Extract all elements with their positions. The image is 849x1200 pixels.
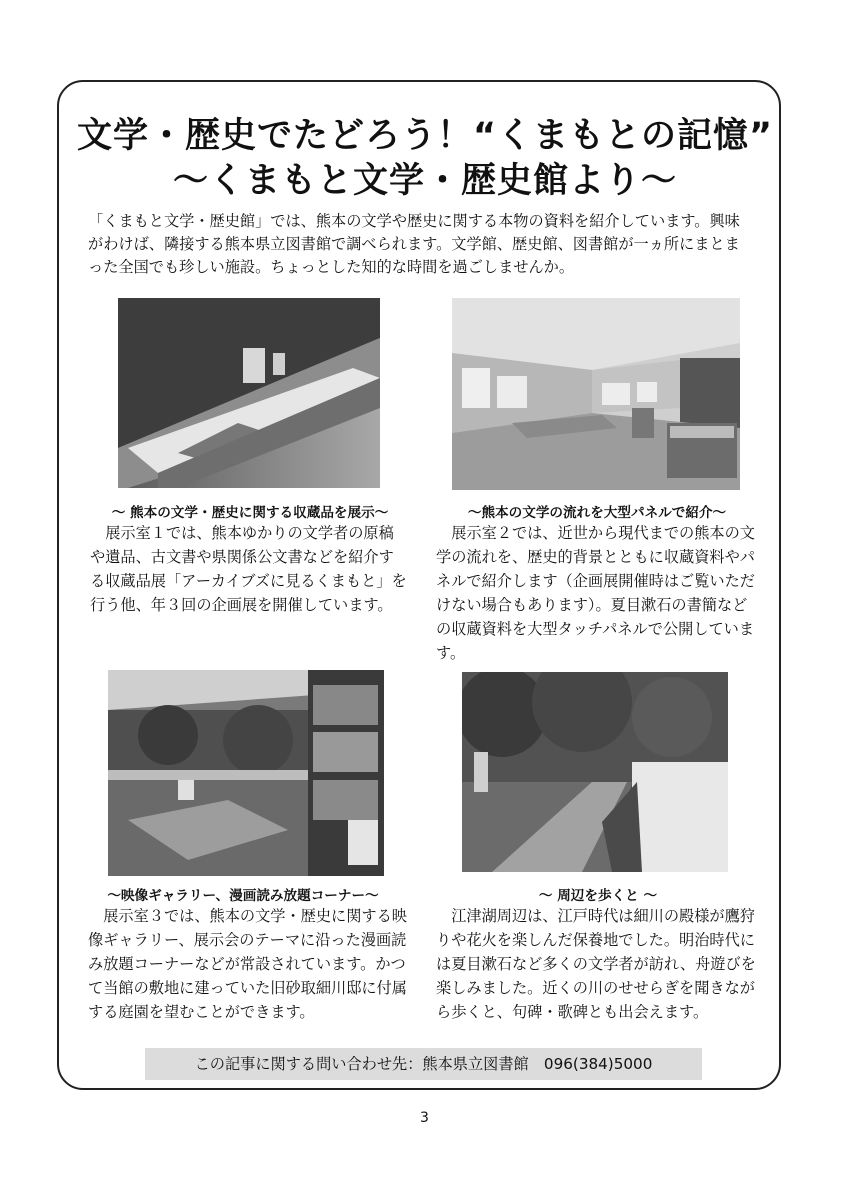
body-4: 江津湖周辺は、江戸時代は細川の殿様が鷹狩りや花火を楽しんだ保養地でした。明治時代には夏目漱石など多くの文学者が訪れ、舟遊びを楽しみました。近くの川のせせらぎを聞きながら歩くと、句碑・歌碑とも出会えます。 [436, 907, 756, 1021]
body-1: 展示室１では、熊本ゆかりの文学者の原稿や遺品、古文書や県関係公文書などを紹介する収蔵品展「アーカイブズに見るくまもと」を行う他、年３回の企画展を開催しています。 [90, 524, 407, 614]
caption-2: ～熊本の文学の流れを大型パネルで紹介～ [467, 505, 727, 521]
caption-1: ～ 熊本の文学・歴史に関する収蔵品を展示～ [111, 505, 389, 521]
caption-4: ～ 周辺を歩くと ～ [538, 888, 658, 904]
caption-3: ～映像ギャラリー、漫画読み放題コーナー～ [107, 888, 379, 904]
title-line-1: 文学・歴史でたどろう！“くまもとの記憶” [76, 116, 773, 156]
body-2: 展示室２では、近世から現代までの熊本の文学の流れを、歴史的背景とともに収蔵資料やパネルで紹介します（企画展開催時はご覧いただけない場合もあります）。夏目漱石の書簡などの収蔵資料を大型タッチパネルで公開しています。 [436, 524, 755, 662]
contact-footer: この記事に関する問い合わせ先：熊本県立図書館 096(384)5000 [145, 1048, 702, 1080]
photo-exhibition-room-1 [118, 298, 380, 488]
page-number: 3 [420, 1110, 429, 1126]
photo-exhibition-room-2 [452, 298, 740, 490]
title-line-2: ～くまもと文学・歴史館より～ [172, 161, 677, 201]
body-3: 展示室３では、熊本の文学・歴史に関する映像ギャラリー、展示会のテーマに沿った漫画読み放題コーナーなどが常設されています。かつて当館の敷地に建っていた旧砂取細川邸に付属する庭園を望むことができます。 [88, 907, 407, 1021]
photo-walking-path [462, 672, 728, 872]
photo-video-gallery [108, 670, 384, 876]
intro-paragraph: 「くまもと文学・歴史館」では、熊本の文学や歴史に関する本物の資料を紹介しています。興味がわけば、隣接する熊本県立図書館で調べられます。文学館、歴史館、図書館が一ヵ所にまとまった全国でも珍しい施設。ちょっとした知的な時間を過ごしませんか。 [88, 212, 740, 276]
